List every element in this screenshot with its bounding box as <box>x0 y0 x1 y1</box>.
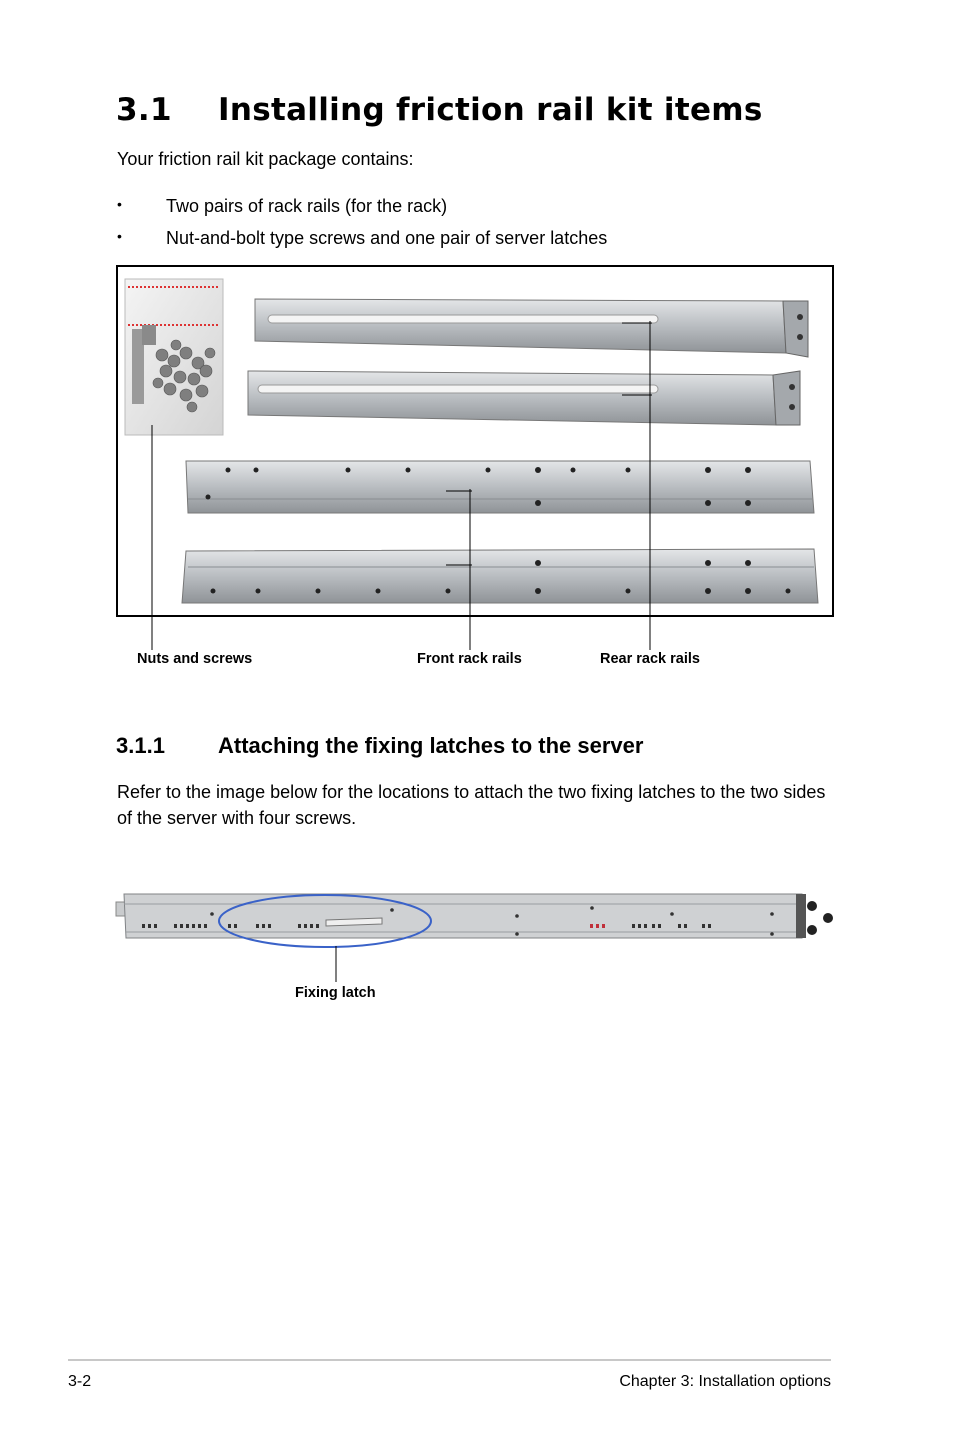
intro-text: Your friction rail kit package contains: <box>117 149 414 169</box>
bullet-dot: • <box>117 196 122 212</box>
callout-leader-lines <box>0 0 954 680</box>
server-chassis-image <box>116 894 833 938</box>
latch-leader-line-ext <box>330 946 342 986</box>
subsection-heading <box>116 733 643 759</box>
nuts-and-screws-label: Nuts and screws <box>137 651 253 667</box>
subsection-title: Attaching the fixing latches to the server <box>218 733 644 758</box>
page-number: 3-2 <box>68 1373 92 1390</box>
chapter-title: Chapter 3: Installation options <box>619 1373 831 1390</box>
bullet-text: Nut-and-bolt type screws and one pair of server latches <box>166 228 608 248</box>
fixing-latch-label: Fixing latch <box>295 985 376 1001</box>
instruction-paragraph: Refer to the image below for the locations to attach the two fixing latches to the two sides of the server with four screws. <box>117 782 826 828</box>
subsection-number: 3.1.1 <box>116 733 165 758</box>
section-number: 3.1 <box>116 92 172 128</box>
front-rack-rails-label: Front rack rails <box>417 651 522 667</box>
server-side-figure <box>112 884 838 954</box>
rear-rack-rails-label: Rear rack rails <box>600 651 700 667</box>
section-title: Installing friction rail kit items <box>218 92 763 128</box>
footer-rule <box>68 1359 831 1361</box>
bullet-text: Two pairs of rack rails (for the rack) <box>166 196 448 216</box>
bullet-dot: • <box>117 228 122 244</box>
